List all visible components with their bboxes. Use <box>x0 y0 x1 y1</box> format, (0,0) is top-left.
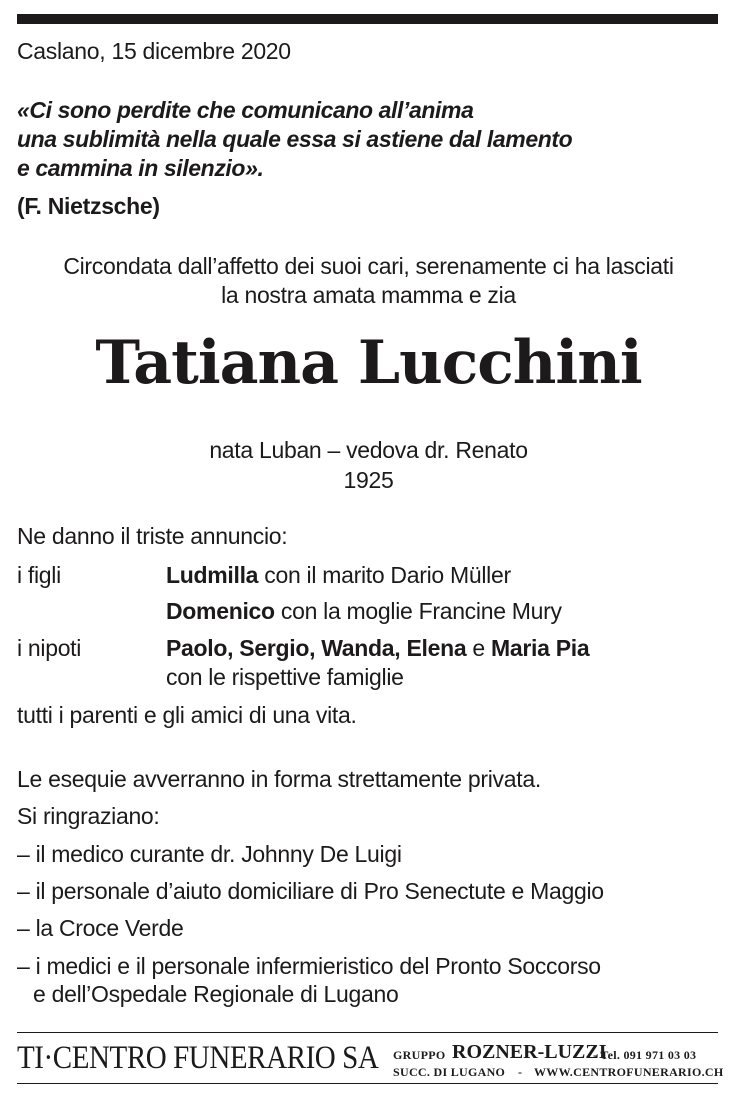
child-1-spouse: con il marito Dario Müller <box>258 562 511 588</box>
place-date: Caslano, 15 dicembre 2020 <box>17 38 291 64</box>
child-2 <box>166 598 562 625</box>
children-label: i figli <box>17 562 61 588</box>
quote-line-2: una sublimità nella quale essa si astiene dal lamento <box>17 126 573 152</box>
thanks-item: – i medici e il personale infermieristico del Pronto Soccorso <box>17 953 601 979</box>
thanks-header: Si ringraziano: <box>17 803 160 829</box>
grandchildren-names-a: Paolo, Sergio, Wanda, Elena <box>166 635 467 661</box>
announcement-header: Ne danno il triste annuncio: <box>17 523 288 549</box>
footer-succursale: SUCC. DI LUGANO <box>393 1065 506 1079</box>
grandchildren-names-b: Maria Pia <box>491 635 590 661</box>
thanks-item: – il medico curante dr. Johnny De Luigi <box>17 841 402 867</box>
birth-year: 1925 <box>343 467 394 493</box>
child-2-name: Domenico <box>166 598 275 624</box>
child-1-name: Ludmilla <box>166 562 259 588</box>
thanks-item-continuation: e dell’Ospedale Regionale di Lugano <box>33 981 399 1007</box>
quote-line-3: e cammina in silenzio». <box>17 155 264 181</box>
intro-text <box>0 252 737 310</box>
nietzsche-quote <box>17 96 572 183</box>
child-2-spouse: con la moglie Francine Mury <box>274 598 562 624</box>
birth-info <box>0 435 737 495</box>
footer-phone: - Tel. 091 971 03 03 <box>593 1048 697 1062</box>
intro-line-2: la nostra amata mamma e zia <box>221 282 516 308</box>
quote-author: (F. Nietzsche) <box>17 193 160 219</box>
top-rule <box>17 14 718 24</box>
funeral-notice: Le esequie avverranno in forma strettamente privata. <box>17 766 541 792</box>
quote-line-1: «Ci sono perdite che comunicano all’anima <box>17 97 474 123</box>
deceased-name: Tatiana Lucchini <box>95 328 642 398</box>
thanks-item: – la Croce Verde <box>17 915 184 941</box>
footer-gruppo: GRUPPO <box>393 1048 446 1062</box>
footer-brand: ROZNER-LUZZI <box>452 1041 607 1063</box>
grandchildren-label: i nipoti <box>17 635 82 661</box>
intro-line-1: Circondata dall’affetto dei suoi cari, serenamente ci ha lasciati <box>63 253 674 279</box>
footer-website: WWW.CENTROFUNERARIO.CH <box>534 1065 724 1079</box>
footer-rule-top <box>17 1032 718 1033</box>
grandchildren-and: e <box>466 635 492 661</box>
relatives-friends: tutti i parenti e gli amici di una vita. <box>17 702 357 728</box>
maiden-name-widow: nata Luban – vedova dr. Renato <box>209 437 528 463</box>
footer-rule-bottom <box>17 1083 718 1084</box>
thanks-item: – il personale d’aiuto domiciliare di Pro Senectute e Maggio <box>17 878 604 904</box>
grandchildren-names <box>166 635 589 662</box>
child-1 <box>166 562 511 589</box>
grandchildren-families: con le rispettive famiglie <box>166 664 404 690</box>
funeral-home-name: TI·CENTRO FUNERARIO SA <box>17 1040 379 1076</box>
footer-separator: - <box>518 1065 523 1079</box>
